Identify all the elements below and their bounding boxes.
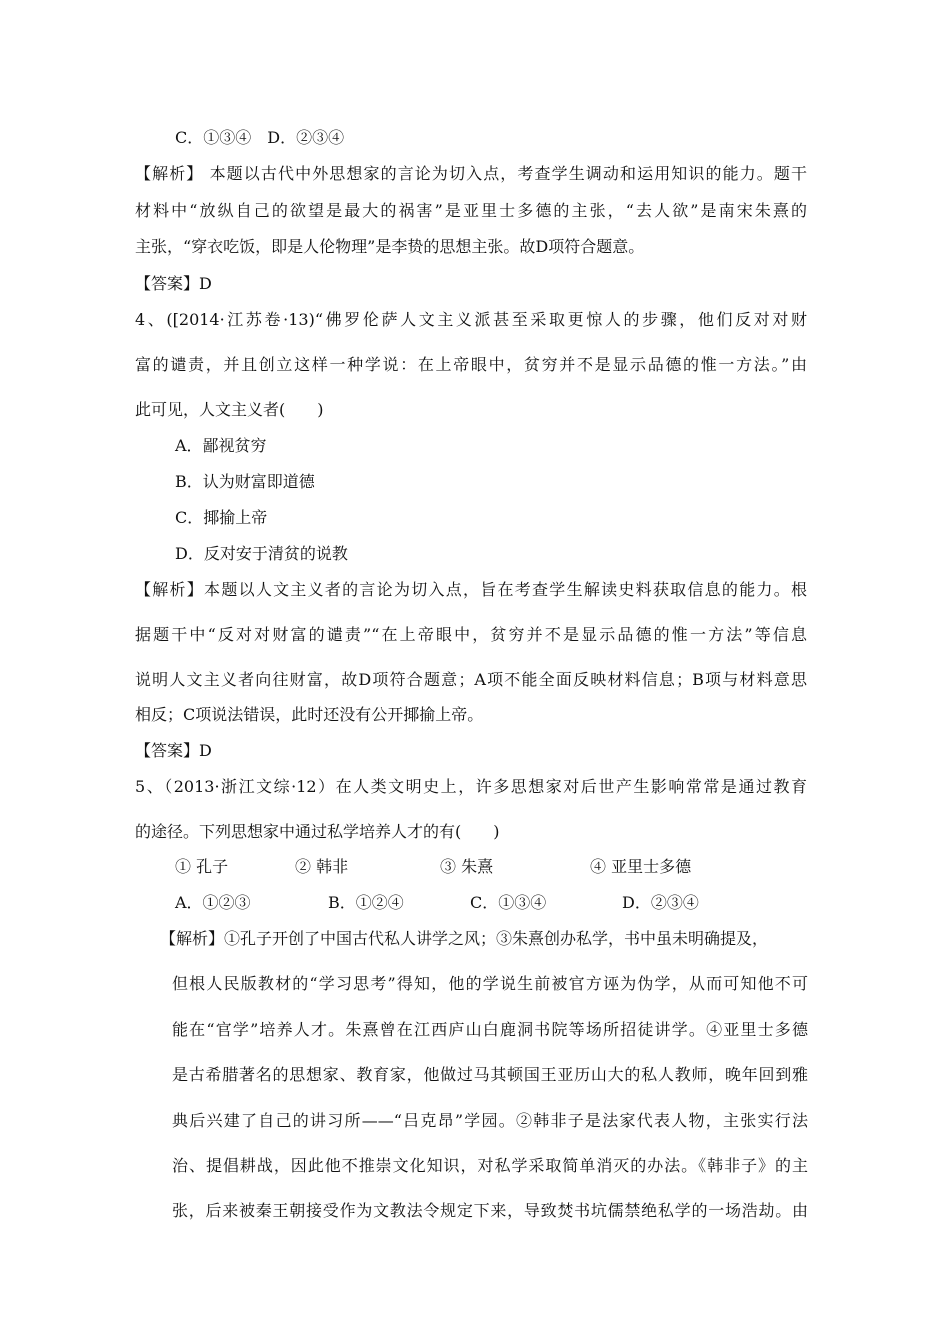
q5-option-a: A．①②③ [175, 893, 251, 912]
q3-analysis-line-1: 【解析】 本题以古代中外思想家的言论为切入点，考查学生调动和运用知识的能力。题干 [135, 164, 807, 183]
q4-option-a: A．鄙视贫穷 [175, 436, 267, 455]
q5-analysis-line-5: 典后兴建了自己的讲习所——“吕克昂”学园。②韩非子是法家代表人物，主张实行法 [172, 1111, 808, 1130]
q5-item-3: ③ 朱熹 [440, 857, 494, 876]
q4-stem-line-1: 4、([2014·江苏卷·13)“佛罗伦萨人文主义派甚至采取更惊人的步骤，他们反对对财 [135, 310, 807, 329]
q5-analysis-line-3: 能在“官学”培养人才。朱熹曾在江西庐山白鹿洞书院等场所招徒讲学。④亚里士多德 [172, 1020, 808, 1039]
q4-option-d: D．反对安于清贫的说教 [175, 544, 348, 563]
q4-option-b: B．认为财富即道德 [175, 472, 315, 491]
q4-option-c: C．揶揄上帝 [175, 508, 268, 527]
q5-item-4: ④ 亚里士多德 [590, 857, 692, 876]
q5-item-1: ① 孔子 [175, 857, 229, 876]
q3-analysis-line-2: 材料中“放纵自己的欲望是最大的祸害”是亚里士多德的主张，“去人欲”是南宋朱熹的 [135, 201, 807, 220]
q4-stem-line-3: 此可见，人文主义者( ) [135, 400, 324, 419]
q5-analysis-line-1: 【解析】①孔子开创了中国古代私人讲学之风；③朱熹创办私学，书中虽未明确提及， [160, 929, 769, 948]
q5-option-b: B．①②④ [328, 893, 404, 912]
q4-answer: 【答案】D [135, 741, 212, 760]
q5-option-d: D．②③④ [622, 893, 699, 912]
q4-analysis-line-3: 说明人文主义者向往财富，故D项符合题意；A项不能全面反映材料信息；B项与材料意思 [135, 670, 807, 689]
q5-option-c: C．①③④ [470, 893, 547, 912]
q3-options-cd: C．①③④ D．②③④ [175, 128, 345, 147]
q4-stem-line-2: 富的谴责，并且创立这样一种学说：在上帝眼中，贫穷并不是显示品德的惟一方法。”由 [135, 355, 807, 374]
q5-item-2: ② 韩非 [295, 857, 349, 876]
q5-analysis-line-7: 张，后来被秦王朝接受作为文教法令规定下来，导致焚书坑儒禁绝私学的一场浩劫。由 [172, 1201, 808, 1220]
q4-analysis-line-4: 相反；C项说法错误，此时还没有公开揶揄上帝。 [135, 705, 484, 724]
q3-analysis-line-3: 主张，“穿衣吃饭，即是人伦物理”是李贽的思想主张。故D项符合题意。 [135, 237, 645, 256]
q5-stem-line-1: 5、（2013·浙江文综·12）在人类文明史上，许多思想家对后世产生影响常常是通过教育 [135, 777, 807, 796]
q5-analysis-line-6: 治、提倡耕战，因此他不推崇文化知识，对私学采取简单消灭的办法。《韩非子》的主 [172, 1156, 808, 1175]
q4-analysis-line-2: 据题干中“反对对财富的谴责”“在上帝眼中，贫穷并不是显示品德的惟一方法”等信息 [135, 625, 807, 644]
q5-analysis-line-4: 是古希腊著名的思想家、教育家，他做过马其顿国王亚历山大的私人教师，晚年回到雅 [172, 1065, 808, 1084]
q4-analysis-line-1: 【解析】本题以人文主义者的言论为切入点，旨在考查学生解读史料获取信息的能力。根 [135, 580, 807, 599]
q5-analysis-line-2: 但根人民版教材的“学习思考”得知，他的学说生前被官方诬为伪学，从而可知他不可 [172, 974, 808, 993]
q5-stem-line-2: 的途径。下列思想家中通过私学培养人才的有( ) [135, 822, 500, 841]
q3-answer: 【答案】D [135, 274, 212, 293]
